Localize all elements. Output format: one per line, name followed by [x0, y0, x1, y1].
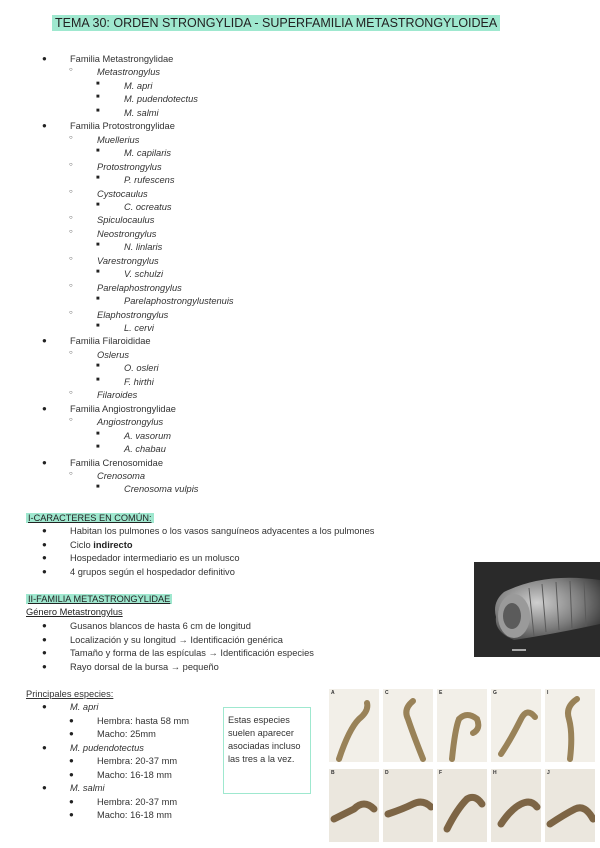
- micrograph-panel: [437, 689, 487, 762]
- family-item: Familia Filaroididae: [70, 336, 151, 347]
- bullet-icon: ●: [42, 121, 47, 131]
- bullet-icon: ●: [42, 566, 47, 576]
- trait-text: Ciclo: [70, 539, 94, 550]
- genus-item: Metastrongylus: [97, 67, 161, 78]
- micrograph-panel: [329, 689, 379, 762]
- species-item: Crenosoma vulpis: [124, 484, 199, 495]
- species-size: Macho: 16-18 mm: [97, 769, 172, 780]
- bullet-icon: ●: [42, 457, 47, 467]
- bullet-icon: ○: [69, 349, 73, 356]
- trait-text: Hospedador intermediario es un molusco: [70, 553, 240, 563]
- genus-item: Oslerus: [97, 349, 130, 360]
- bullet-icon: ○: [69, 134, 73, 141]
- species-item: N. linlaris: [124, 242, 163, 253]
- panel-label: C: [385, 690, 389, 696]
- panel-label: H: [493, 770, 497, 776]
- genus-feature-item: Rayo dorsal de la bursa → pequeño: [70, 661, 219, 672]
- panel-label: G: [493, 690, 497, 696]
- species-item: P. rufescens: [124, 175, 175, 186]
- species-item: M. capilaris: [124, 148, 172, 159]
- bullet-icon: ●: [42, 403, 47, 413]
- genus-item: Neostrongylus: [97, 228, 157, 239]
- micrograph-panel: [545, 689, 595, 762]
- common-trait-item: [70, 552, 240, 564]
- bullet-icon: ●: [42, 526, 47, 535]
- species-item: L. cervi: [124, 323, 154, 333]
- larvae-figure-grid: [327, 686, 600, 848]
- species-size: Hembra: 20-37 mm: [97, 796, 178, 807]
- bullet-icon: ■: [96, 80, 100, 87]
- species-item: A. vasorum: [124, 430, 172, 441]
- panel-label: D: [385, 770, 389, 776]
- common-trait-item: [70, 539, 133, 551]
- bullet-icon: ●: [42, 621, 47, 630]
- bullet-icon: ■: [96, 363, 100, 370]
- species-heading: Principales especies:: [26, 689, 114, 699]
- bullet-icon: ○: [69, 390, 73, 397]
- bullet-icon: ○: [69, 417, 73, 424]
- bullet-icon: ●: [42, 553, 47, 562]
- micrograph-panel: [491, 769, 541, 842]
- species-size: Macho: 16-18 mm: [97, 810, 172, 820]
- trait-text: Habitan los pulmones o los vasos sanguíneos adyacentes a los pulmones: [70, 526, 375, 536]
- bullet-icon: ●: [42, 336, 47, 346]
- section-2-heading: II-FAMILIA METASTRONGYLIDAE: [28, 594, 171, 604]
- species-item: A. chabau: [124, 444, 166, 455]
- bullet-icon: ■: [96, 269, 100, 276]
- micrograph-panel: [491, 689, 541, 762]
- bullet-icon: ■: [96, 201, 100, 208]
- genus-feature-item: Localización y su longitud → Identificación genérica: [70, 634, 283, 645]
- bullet-icon: ○: [69, 470, 73, 477]
- panel-label: E: [439, 690, 443, 696]
- species-item: M. pudendotectus: [124, 94, 198, 105]
- species-item: M. salmi: [124, 107, 159, 118]
- species-item: F. hirthi: [124, 376, 154, 387]
- bullet-icon: ●: [42, 634, 47, 644]
- bullet-icon: ○: [69, 67, 73, 74]
- genus-item: Cystocaulus: [97, 188, 148, 199]
- panel-label: F: [439, 770, 443, 776]
- family-item: Familia Protostrongylidae: [70, 121, 175, 132]
- trait-text: 4 grupos según el hospedador definitivo: [70, 566, 235, 577]
- bullet-icon: ●: [42, 783, 47, 792]
- bullet-icon: ●: [69, 796, 74, 806]
- genus-feature-item: Gusanos blancos de hasta 6 cm de longitud: [70, 621, 251, 631]
- note-box: Estas especies suelen aparecer asociadas incluso las tres a la vez.: [223, 707, 311, 794]
- genus-item: Crenosoma: [97, 470, 146, 481]
- bullet-icon: ■: [96, 242, 100, 249]
- family-item: Familia Metastrongylidae: [70, 54, 174, 64]
- genus-item: Muellerius: [97, 134, 140, 145]
- species-item: V. schulzi: [124, 269, 164, 280]
- panel-label: J: [547, 770, 550, 776]
- common-trait-item: [70, 566, 235, 578]
- bullet-icon: ○: [69, 255, 73, 262]
- bullet-icon: ●: [42, 54, 47, 63]
- bullet-icon: ●: [42, 702, 47, 711]
- genus-item: Spiculocaulus: [97, 215, 155, 226]
- genus-item: Varestrongylus: [97, 255, 159, 266]
- micrograph-panel: [383, 769, 433, 842]
- bullet-icon: ■: [96, 444, 100, 451]
- bullet-icon: ○: [69, 161, 73, 168]
- species-item: C. ocreatus: [124, 201, 172, 212]
- bullet-icon: ■: [96, 94, 100, 101]
- micrograph-panel: [329, 769, 379, 842]
- common-trait-item: [70, 525, 374, 537]
- genus-item: Parelaphostrongylus: [97, 282, 182, 293]
- bullet-icon: ●: [69, 810, 74, 819]
- trait-bold-text: indirecto: [93, 539, 133, 550]
- bullet-icon: ●: [42, 742, 47, 752]
- bullet-icon: ■: [96, 148, 100, 155]
- genus-item: Protostrongylus: [97, 161, 162, 172]
- species-item: M. apri: [124, 80, 153, 91]
- genus-item: Filaroides: [97, 390, 138, 401]
- bullet-icon: ■: [96, 323, 100, 329]
- family-item: Familia Crenosomidae: [70, 457, 164, 468]
- bullet-icon: ○: [69, 188, 73, 195]
- micrograph-panel: [383, 689, 433, 762]
- bullet-icon: ●: [69, 756, 74, 765]
- species-size: Hembra: hasta 58 mm: [97, 715, 189, 726]
- panel-label: B: [331, 770, 335, 776]
- species-size: Macho: 25mm: [97, 729, 156, 739]
- section-1-heading: I-CARACTERES EN COMÚN:: [28, 513, 152, 523]
- bullet-icon: ○: [69, 228, 73, 235]
- bullet-icon: ●: [42, 539, 47, 549]
- species-name: M. salmi: [70, 783, 105, 793]
- page-title: TEMA 30: ORDEN STRONGYLIDA - SUPERFAMILIA METASTRONGYLOIDEA: [52, 15, 500, 31]
- micrograph-panel: [437, 769, 487, 842]
- bullet-icon: ■: [96, 175, 100, 182]
- micrograph-panel: [545, 769, 595, 842]
- bullet-icon: ●: [69, 715, 74, 725]
- bullet-icon: ■: [96, 376, 100, 383]
- bullet-icon: ●: [69, 729, 74, 738]
- bullet-icon: ■: [96, 430, 100, 437]
- family-item: Familia Angiostrongylidae: [70, 403, 176, 414]
- species-item: O. osleri: [124, 363, 159, 374]
- species-name: M. apri: [70, 702, 99, 712]
- bullet-icon: ●: [42, 661, 47, 671]
- species-name: M. pudendotectus: [70, 742, 144, 753]
- bullet-icon: ■: [96, 484, 100, 491]
- sem-micrograph: [474, 562, 600, 657]
- bullet-icon: ●: [69, 769, 74, 779]
- panel-label: I: [547, 690, 549, 696]
- bullet-icon: ■: [96, 107, 100, 114]
- species-size: Hembra: 20-37 mm: [97, 756, 178, 766]
- bullet-icon: ○: [69, 309, 73, 316]
- bullet-icon: ○: [69, 215, 73, 222]
- bullet-icon: ○: [69, 282, 73, 289]
- species-item: Parelaphostrongylustenuis: [124, 296, 234, 307]
- genus-heading: Género Metastrongylus: [26, 607, 123, 617]
- genus-feature-item: Tamaño y forma de las espículas → Identificación especies: [70, 648, 314, 658]
- bullet-icon: ■: [96, 296, 100, 303]
- panel-label: A: [331, 690, 335, 696]
- bullet-icon: ●: [42, 648, 47, 657]
- genus-item: Angiostrongylus: [97, 417, 164, 428]
- genus-item: Elaphostrongylus: [97, 309, 169, 320]
